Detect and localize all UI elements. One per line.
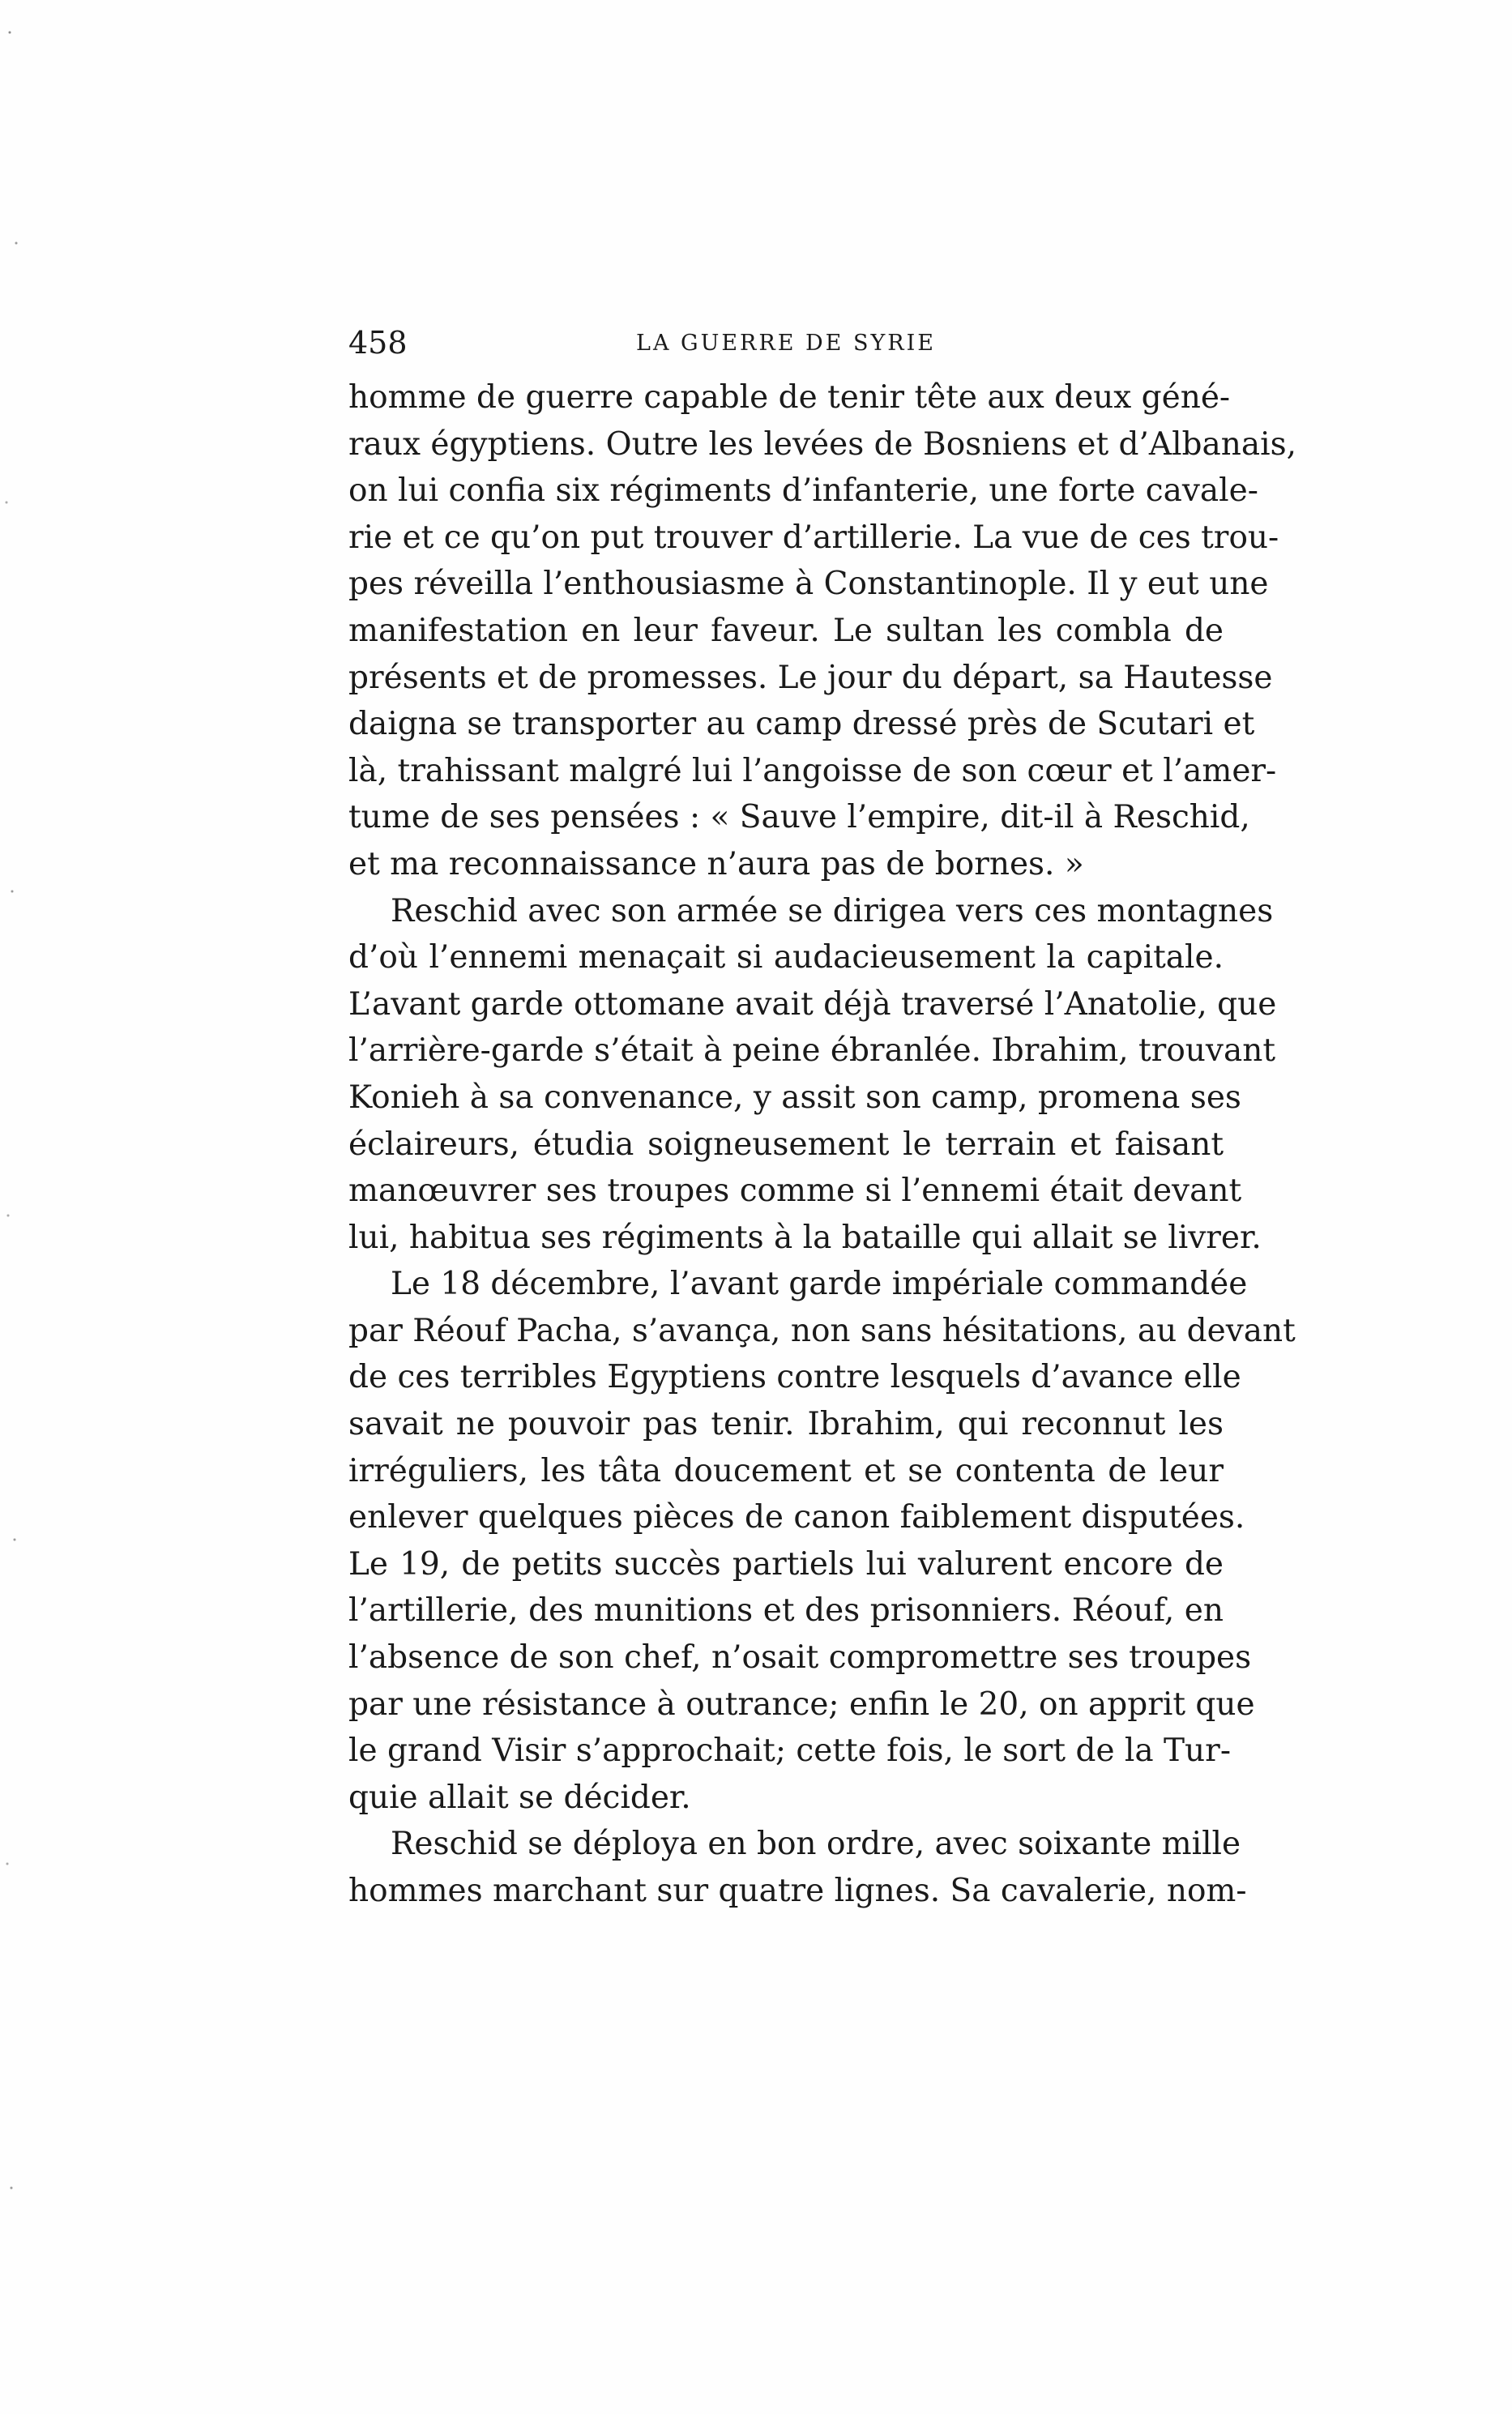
text-line: l’absence de son chef, n’osait compromettre ses troupes xyxy=(348,1639,1252,1677)
text-line: homme de guerre capable de tenir tête aux deux géné- xyxy=(348,379,1231,416)
text-line: éclaireurs, étudia soigneusement le terrain et faisant xyxy=(348,1126,1224,1163)
text-line: là, trahissant malgré lui l’angoisse de son cœur et l’amer- xyxy=(348,752,1277,789)
text-line: on lui confia six régiments d’infanterie, une forte cavale- xyxy=(348,472,1258,510)
page-header xyxy=(348,323,1224,363)
text-line: enlever quelques pièces de canon faiblement disputées. xyxy=(348,1499,1245,1536)
text-line: irréguliers, les tâta doucement et se contenta de leur xyxy=(348,1452,1224,1489)
text-line: tume de ses pensées : « Sauve l’empire, dit-il à Reschid, xyxy=(348,799,1250,836)
text-line: par une résistance à outrance; enfin le 20, on apprit que xyxy=(348,1686,1255,1723)
running-title: LA GUERRE DE SYRIE xyxy=(636,331,936,356)
text-line: présents et de promesses. Le jour du départ, sa Hautesse xyxy=(348,659,1273,696)
text-line: l’arrière-garde s’était à peine ébranlée. Ibrahim, trouvant xyxy=(348,1032,1275,1070)
text-line: manœuvrer ses troupes comme si l’ennemi était devant xyxy=(348,1173,1242,1210)
text-line: pes réveilla l’enthousiasme à Constantinople. Il y eut une xyxy=(348,566,1269,603)
text-line: et ma reconnaissance n’aura pas de bornes. » xyxy=(348,845,1084,882)
text-line: savait ne pouvoir pas tenir. Ibrahim, qui reconnut les xyxy=(348,1406,1224,1443)
text-line: l’artillerie, des munitions et des prisonniers. Réouf, en xyxy=(348,1592,1224,1630)
paragraph xyxy=(348,888,1277,1262)
text-line: Reschid avec son armée se dirigea vers ces montagnes xyxy=(391,892,1274,929)
text-line: Reschid se déploya en bon ordre, avec soixante mille xyxy=(391,1826,1241,1863)
paragraph xyxy=(348,1261,1296,1821)
paragraph xyxy=(348,374,1297,888)
text-line: le grand Visir s’approchait; cette fois, le sort de la Tur- xyxy=(348,1733,1231,1770)
text-line: manifestation en leur faveur. Le sultan les combla de xyxy=(348,612,1224,649)
text-line: de ces terribles Egyptiens contre lesquels d’avance elle xyxy=(348,1359,1241,1396)
text-line: Konieh à sa convenance, y assit son camp, promena ses xyxy=(348,1079,1241,1116)
text-line: L’avant garde ottomane avait déjà traversé l’Anatolie, que xyxy=(348,985,1277,1023)
body-text xyxy=(348,374,1297,1915)
text-line: par Réouf Pacha, s’avança, non sans hésitations, au devant xyxy=(348,1312,1296,1349)
text-line: daigna se transporter au camp dressé près de Scutari et xyxy=(348,706,1255,743)
text-line: hommes marchant sur quatre lignes. Sa cavalerie, nom- xyxy=(348,1873,1247,1909)
text-line: Le 18 décembre, l’avant garde impériale commandée xyxy=(391,1266,1248,1303)
page-number: 458 xyxy=(348,325,408,361)
paragraph xyxy=(348,1821,1247,1914)
text-line: lui, habitua ses régiments à la bataille qui allait se livrer. xyxy=(348,1219,1262,1256)
text-line: d’où l’ennemi menaçait si audacieusement la capitale. xyxy=(348,939,1224,976)
text-line: raux égyptiens. Outre les levées de Bosniens et d’Albanais, xyxy=(348,425,1297,463)
text-line: Le 19, de petits succès partiels lui valurent encore de xyxy=(348,1545,1224,1583)
scan-edge-specks xyxy=(0,0,32,2414)
text-line: rie et ce qu’on put trouver d’artillerie. La vue de ces trou- xyxy=(348,519,1279,556)
text-line: quie allait se décider. xyxy=(348,1779,691,1816)
